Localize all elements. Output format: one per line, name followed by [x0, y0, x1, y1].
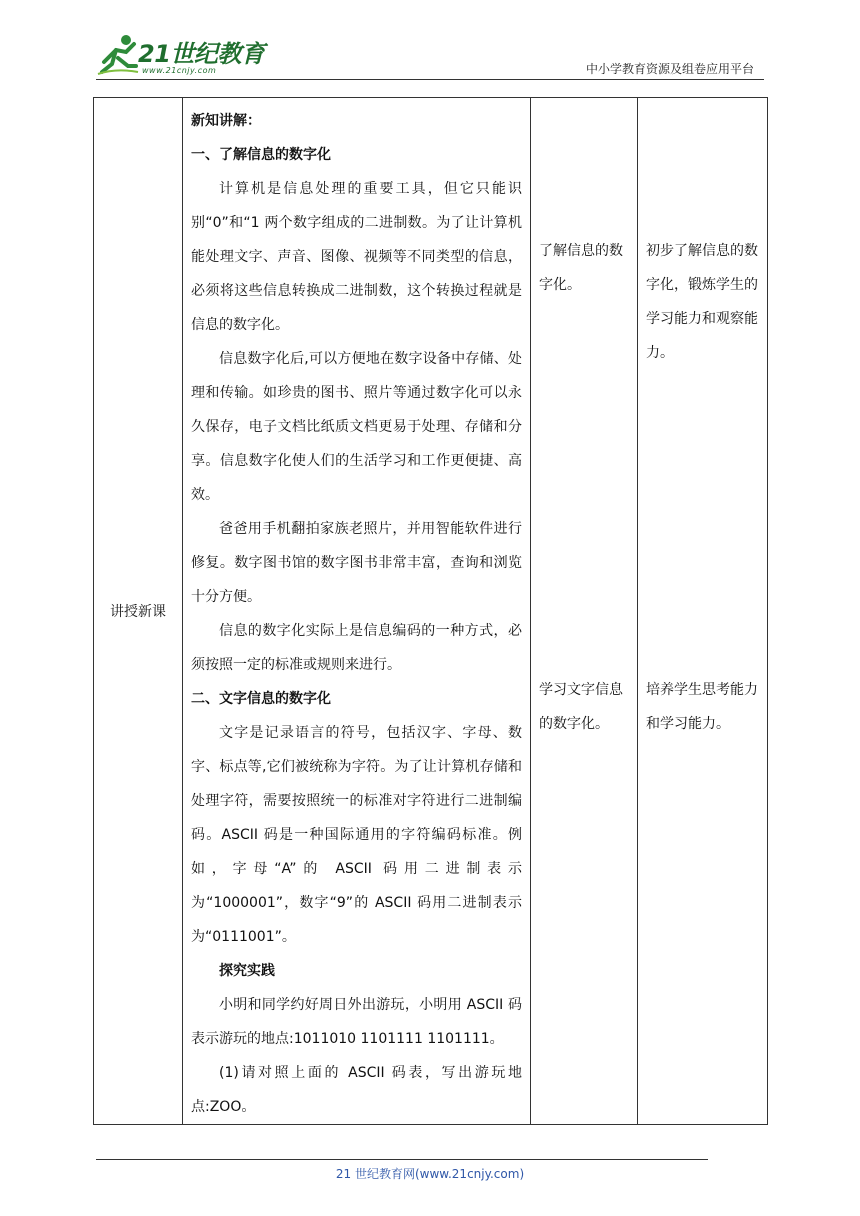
lesson-content	[183, 98, 530, 1124]
content-paragraph: 爸爸用手机翻拍家族老照片，并用智能软件进行修复。数字图书馆的数字图书非常丰富，查询和浏览十分方便。	[191, 521, 522, 605]
logo	[96, 32, 266, 82]
logo-text: 21世纪教育	[138, 40, 265, 68]
design-intent-2: 培养学生思考能力和学习能力。	[646, 682, 758, 732]
content-paragraph: 计算机是信息处理的重要工具，但它只能识别“0”和“1 两个数字组成的二进制数。为了让计算机能处理文字、声音、图像、视频等不同类型的信息，必须将这些信息转换成二进制数，这个转换过程就是信息的数字化。	[191, 181, 522, 333]
footer-text: 21 世纪教育网(www.21cnjy.com)	[335, 1167, 525, 1181]
content-paragraph: 文字是记录语言的符号，包括汉字、字母、数字、标点等,它们被统称为字符。为了让计算机存储和处理字符，需要按照统一的标准对字符进行二进制编码。ASCII 码是一种国际通用的字符编码标准。例如，字母“A”的 ASCII 码用二进制表示为“1000001”，数字“9”的 ASCII 码用二进制表示为“0111001”。	[191, 725, 522, 945]
content-paragraph: 二、文字信息的数字化	[191, 691, 331, 707]
content-paragraph: 信息的数字化实际上是信息编码的一种方式，必须按照一定的标准或规则来进行。	[191, 623, 522, 673]
logo-url: www.21cnjy.com	[142, 66, 217, 75]
content-paragraph: 小明和同学约好周日外出游玩，小明用 ASCII 码表示游玩的地点:1011010 1101111 1101111。	[191, 997, 522, 1047]
content-paragraph: 探究实践	[219, 963, 275, 979]
design-intent-1: 初步了解信息的数字化，锻炼学生的学习能力和观察能力。	[646, 243, 758, 361]
design-intent-cell	[638, 98, 768, 1125]
student-activity-2: 学习文字信息的数字化。	[539, 682, 623, 732]
header-divider	[96, 79, 764, 80]
content-paragraph: 信息数字化后,可以方便地在数字设备中存储、处理和传输。如珍贵的图书、照片等通过数字化可以永久保存，电子文档比纸质文档更易于处理、存储和分享。信息数字化使人们的生活学习和工作更便捷、高效。	[191, 351, 522, 503]
platform-name: 中小学教育资源及组卷应用平台	[585, 62, 754, 76]
lesson-table	[93, 97, 768, 1125]
student-activity-cell	[531, 98, 638, 1125]
content-cell	[183, 98, 531, 1125]
footer-divider	[96, 1159, 708, 1160]
stage-cell	[94, 98, 183, 1125]
table-row	[94, 98, 768, 1125]
runner-logo-icon	[96, 32, 140, 76]
content-paragraph: 新知讲解：	[191, 113, 261, 129]
content-paragraph: (1)请对照上面的 ASCII 码表，写出游玩地点:ZOO。	[191, 1065, 522, 1115]
stage-label: 讲授新课	[110, 604, 166, 620]
page-header	[0, 0, 860, 90]
content-paragraph: 一、了解信息的数字化	[191, 147, 331, 163]
student-activity-1: 了解信息的数字化。	[539, 243, 623, 293]
